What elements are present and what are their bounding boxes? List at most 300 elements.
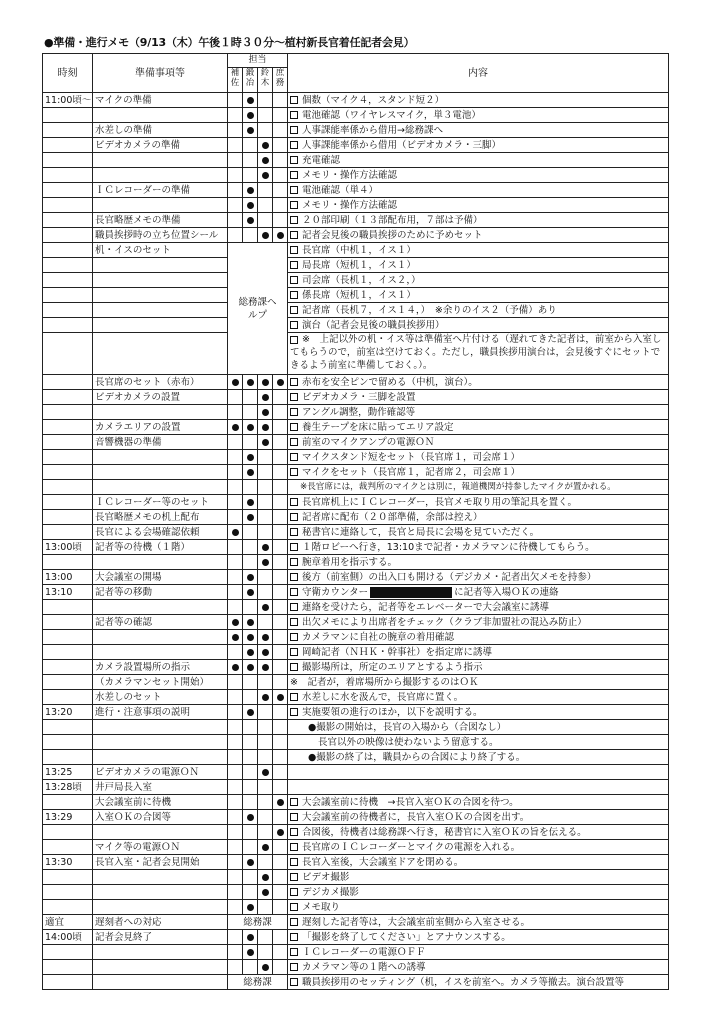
mark-cell: [273, 420, 288, 435]
time-cell: [43, 495, 93, 510]
content-cell: [288, 705, 669, 720]
checkbox-icon[interactable]: [290, 231, 298, 239]
table-row: [43, 465, 669, 480]
time-cell: [43, 600, 93, 615]
time-cell: [43, 885, 93, 900]
content-cell: [288, 450, 669, 465]
content-cell: [288, 660, 669, 675]
content-cell: [288, 780, 669, 795]
mark-cell: [258, 660, 273, 675]
mark-cell: [228, 525, 243, 540]
responsible-dot-icon: [247, 634, 254, 641]
mark-cell: [243, 420, 258, 435]
mark-cell: [228, 93, 243, 108]
mark-cell: [258, 435, 273, 450]
mark-cell: [228, 390, 243, 405]
content-cell: [288, 930, 669, 945]
checkbox-icon[interactable]: [290, 141, 298, 149]
table-row: [43, 333, 669, 375]
table-row: [43, 765, 669, 780]
checkbox-icon[interactable]: [290, 498, 298, 506]
mark-cell: [258, 900, 273, 915]
content-cell: [288, 810, 669, 825]
content-cell: [288, 123, 669, 138]
content-text: カメラマン等の１階への誘導: [302, 961, 426, 973]
content-cell: [288, 915, 669, 930]
responsible-dot-icon: [262, 844, 269, 851]
mark-cell: [228, 645, 243, 660]
mark-cell: [228, 660, 243, 675]
responsible-dot-icon: [247, 664, 254, 671]
task-cell: 大会議室前に待機: [93, 795, 228, 810]
mark-cell: [243, 675, 258, 690]
task-cell: 机・イスのセット: [93, 243, 228, 258]
table-row: [43, 585, 669, 600]
checkbox-icon[interactable]: [290, 423, 298, 431]
time-cell: 13:00: [43, 570, 93, 585]
responsible-dot-icon: [232, 634, 239, 641]
mark-cell: [258, 960, 273, 975]
mark-cell: [228, 780, 243, 795]
content-text: 実施要領の進行のほか，以下を説明する。: [302, 706, 483, 718]
task-cell: マイク等の電源ＯＮ: [93, 840, 228, 855]
table-row: [43, 570, 669, 585]
content-cell: [288, 405, 669, 420]
mark-cell: [228, 900, 243, 915]
content-text: ※ 上記以外の机・イス等は準備室へ片付ける（遅れてきた記者は，前室から入室してもらうので，前室は空けておく。ただし，職員挨拶用演台は，会見後すぐにセットできるよう前室に準備しておく。）。: [290, 334, 662, 371]
content-cell: [288, 303, 669, 318]
content-text: 養生テープを床に貼ってエリア設定: [302, 421, 454, 433]
note-text: ※長官席には，裁判所のマイクとは別に，報道機関が持参したマイクが置かれる。: [300, 482, 616, 492]
table-row: [43, 228, 669, 243]
mark-cell: [243, 600, 258, 615]
checkbox-icon[interactable]: [290, 708, 298, 716]
checkbox-icon[interactable]: [290, 126, 298, 134]
content-cell: [288, 525, 669, 540]
responsible-dot-icon: [262, 769, 269, 776]
checkbox-icon[interactable]: [290, 261, 298, 269]
mark-cell: [273, 855, 288, 870]
mark-cell: [228, 555, 243, 570]
mark-cell: [258, 198, 273, 213]
mark-cell: [273, 435, 288, 450]
checkbox-icon[interactable]: [290, 798, 298, 806]
content-cell: [288, 885, 669, 900]
checkbox-icon[interactable]: [290, 933, 298, 941]
content-text: 係長席（短机１，イス１）: [302, 289, 416, 301]
mark-cell: [243, 720, 258, 735]
mark-cell: [258, 570, 273, 585]
table-row: [43, 168, 669, 183]
table-row: [43, 825, 669, 840]
content-text: 演台（記者会見後の職員挨拶用）: [302, 319, 445, 331]
checkbox-icon[interactable]: [290, 408, 298, 416]
mark-cell: [273, 690, 288, 705]
mark-cell: [273, 198, 288, 213]
mark-cell: [243, 450, 258, 465]
task-cell: 長官による会場確認依頼: [93, 525, 228, 540]
checkbox-icon[interactable]: [290, 978, 298, 986]
mark-cell: [258, 705, 273, 720]
time-cell: [43, 525, 93, 540]
mark-cell: [228, 435, 243, 450]
checkbox-icon[interactable]: [290, 513, 298, 521]
responsible-dot-icon: [232, 529, 239, 536]
mark-cell: [243, 213, 258, 228]
content-text: ビデオ撮影: [302, 871, 350, 883]
responsible-dot-icon: [262, 889, 269, 896]
checkbox-icon[interactable]: [290, 438, 298, 446]
content-cell: [288, 750, 669, 765]
checkbox-icon[interactable]: [290, 528, 298, 536]
header-row-1: [43, 54, 669, 68]
mark-cell: [273, 585, 288, 600]
time-cell: 11:00頃～: [43, 93, 93, 108]
time-cell: [43, 960, 93, 975]
mark-cell: [258, 420, 273, 435]
checkbox-icon[interactable]: [290, 903, 298, 911]
content-text: 長官席（中机１，イス１）: [302, 244, 416, 256]
time-cell: 13:25: [43, 765, 93, 780]
task-cell: [93, 288, 228, 303]
mark-cell: [273, 615, 288, 630]
time-cell: [43, 333, 93, 375]
mark-cell: [258, 615, 273, 630]
content-text: 個数（マイク４，スタンド短２）: [302, 94, 445, 106]
responsible-dot-icon: [277, 232, 284, 239]
checkbox-icon[interactable]: [290, 321, 298, 329]
table-row: [43, 900, 669, 915]
responsible-dot-icon: [262, 664, 269, 671]
checkbox-icon[interactable]: [290, 276, 298, 284]
content-text: 後方（前室側）の出入口も開ける（デジカメ・記者出欠メモを持参）: [302, 571, 597, 583]
table-row: [43, 735, 669, 750]
checkbox-icon[interactable]: [290, 828, 298, 836]
time-cell: [43, 690, 93, 705]
mark-cell: [258, 540, 273, 555]
mark-cell: [273, 93, 288, 108]
mark-cell: [243, 390, 258, 405]
mark-cell: [258, 525, 273, 540]
mark-cell: [243, 870, 258, 885]
checkbox-icon[interactable]: [290, 156, 298, 164]
mark-cell: [273, 465, 288, 480]
mark-cell: [228, 840, 243, 855]
content-cell: [288, 720, 669, 735]
table-row: [43, 405, 669, 420]
task-cell: [93, 153, 228, 168]
responsible-dot-icon: [247, 112, 254, 119]
responsible-dot-icon: [232, 379, 239, 386]
mark-cell: [243, 510, 258, 525]
content-cell: [288, 420, 669, 435]
checkbox-icon[interactable]: [290, 453, 298, 461]
mark-cell: [258, 450, 273, 465]
responsible-dot-icon: [262, 409, 269, 416]
checkbox-icon[interactable]: [290, 186, 298, 194]
mark-cell: [243, 585, 258, 600]
responsible-dot-icon: [277, 379, 284, 386]
table-row: [43, 705, 669, 720]
responsible-dot-icon: [262, 874, 269, 881]
mark-cell: [273, 795, 288, 810]
time-cell: [43, 273, 93, 288]
content-cell: [288, 630, 669, 645]
time-cell: 13:30: [43, 855, 93, 870]
checkbox-icon[interactable]: [290, 378, 298, 386]
checkbox-icon[interactable]: [290, 633, 298, 641]
content-cell: [288, 153, 669, 168]
checkbox-icon[interactable]: [290, 858, 298, 866]
responsible-dot-icon: [247, 859, 254, 866]
responsible-dot-icon: [247, 499, 254, 506]
content-cell: [288, 960, 669, 975]
checkbox-icon[interactable]: [290, 468, 298, 476]
mark-cell: [243, 765, 258, 780]
content-text: メモ取り: [302, 901, 341, 913]
table-row: [43, 495, 669, 510]
table-row: [43, 93, 669, 108]
mark-cell: [243, 735, 258, 750]
checkbox-icon[interactable]: [290, 588, 298, 596]
responsible-dot-icon: [247, 904, 254, 911]
time-cell: 13:28頃: [43, 780, 93, 795]
table-row: [43, 750, 669, 765]
mark-cell: [243, 228, 258, 243]
content-cell: [288, 273, 669, 288]
task-cell: [93, 960, 228, 975]
content-cell: [288, 555, 669, 570]
mark-cell: [243, 540, 258, 555]
task-cell: ビデオカメラの設置: [93, 390, 228, 405]
content-cell: [288, 825, 669, 840]
task-cell: 大会議室の開場: [93, 570, 228, 585]
mark-cell: [243, 615, 258, 630]
checkbox-icon[interactable]: [290, 918, 298, 926]
task-cell: [93, 258, 228, 273]
table-row: [43, 885, 669, 900]
checkbox-icon[interactable]: [290, 948, 298, 956]
table-row: [43, 258, 669, 273]
task-cell: ＩＣレコーダー等のセット: [93, 495, 228, 510]
mark-cell: [273, 390, 288, 405]
time-cell: [43, 795, 93, 810]
content-text: ※ 記者が，着席場所から撮影するのはＯＫ: [290, 676, 479, 688]
content-text: 腕章着用を指示する。: [302, 556, 398, 568]
checkbox-icon[interactable]: [290, 963, 298, 971]
header-person: 鈴木: [258, 68, 273, 93]
mark-cell: [243, 495, 258, 510]
mark-cell: [273, 183, 288, 198]
table-row: [43, 138, 669, 153]
table-row: [43, 510, 669, 525]
checkbox-icon[interactable]: [290, 693, 298, 701]
mark-cell: [228, 720, 243, 735]
mark-cell: [273, 525, 288, 540]
checkbox-icon[interactable]: [290, 216, 298, 224]
responsible-dot-icon: [247, 379, 254, 386]
checkbox-icon[interactable]: [290, 246, 298, 254]
mark-cell: [243, 705, 258, 720]
content-cell: [288, 213, 669, 228]
checkbox-icon[interactable]: [290, 96, 298, 104]
mark-cell: [228, 168, 243, 183]
page-title: ●準備・進行メモ（9/13（木）午後１時３０分～植村新長官着任記者会見）: [44, 36, 415, 49]
mark-cell: [273, 153, 288, 168]
content-text: 電池確認（ワイヤレスマイク，単３電池）: [302, 109, 481, 121]
mark-cell: [228, 600, 243, 615]
table-row: [43, 123, 669, 138]
mark-cell: [228, 420, 243, 435]
content-cell: [288, 138, 669, 153]
content-text: に記者等入場ＯＫの連絡: [454, 586, 559, 598]
responsible-dot-icon: [262, 172, 269, 179]
time-cell: [43, 390, 93, 405]
mark-cell: [258, 480, 273, 495]
content-text: ビデオカメラ・三脚を設置: [302, 391, 416, 403]
mark-cell: [258, 138, 273, 153]
task-cell: [93, 735, 228, 750]
content-cell: [288, 333, 669, 375]
content-cell: [288, 510, 669, 525]
content-text: 長官入室後，大会議室ドアを閉める。: [302, 856, 464, 868]
responsible-dot-icon: [247, 469, 254, 476]
task-cell: 記者等の移動: [93, 585, 228, 600]
content-text: ●撮影の終了は，職員からの合図により終了する。: [308, 751, 526, 763]
time-cell: [43, 228, 93, 243]
mark-cell: [228, 228, 243, 243]
time-cell: [43, 258, 93, 273]
checkbox-icon[interactable]: [290, 663, 298, 671]
header-person: 庶務: [273, 68, 288, 93]
time-cell: [43, 735, 93, 750]
mark-cell: [258, 825, 273, 840]
mark-cell: [273, 810, 288, 825]
checkbox-icon[interactable]: [290, 558, 298, 566]
checkbox-icon[interactable]: [290, 306, 298, 314]
table-row: [43, 480, 669, 495]
mark-cell: [273, 570, 288, 585]
mark-cell: [258, 765, 273, 780]
task-cell: カメラエリアの設置: [93, 420, 228, 435]
checkbox-icon[interactable]: [290, 543, 298, 551]
mark-cell: [243, 630, 258, 645]
mark-cell: [243, 405, 258, 420]
mark-cell: [273, 495, 288, 510]
content-cell: [288, 108, 669, 123]
mark-cell: [258, 375, 273, 390]
content-text: 赤布を安全ピンで留める（中机，演台）。: [302, 376, 478, 388]
table-row: [43, 243, 669, 258]
content-text: 記者会見後の職員挨拶のために予めセット: [302, 229, 483, 241]
mark-cell: [243, 108, 258, 123]
content-cell: [288, 765, 669, 780]
checkbox-icon[interactable]: [290, 603, 298, 611]
content-text: 司会席（長机１，イス２，）: [302, 274, 421, 286]
checkbox-icon[interactable]: [290, 813, 298, 821]
mark-cell: [228, 123, 243, 138]
responsible-dot-icon: [262, 379, 269, 386]
checkbox-icon[interactable]: [290, 888, 298, 896]
checkbox-icon[interactable]: [290, 843, 298, 851]
mark-cell: [228, 108, 243, 123]
mark-cell: [258, 390, 273, 405]
mark-cell: [273, 540, 288, 555]
checkbox-icon[interactable]: [290, 648, 298, 656]
content-cell: [288, 243, 669, 258]
mark-cell: [258, 840, 273, 855]
content-cell: [288, 390, 669, 405]
mark-cell: [258, 930, 273, 945]
responsible-dot-icon: [277, 694, 284, 701]
time-cell: [43, 183, 93, 198]
header-time: 時刻: [43, 54, 93, 93]
content-text: 人事課能率係から借用→総務課へ: [302, 124, 443, 136]
content-cell: [288, 480, 669, 495]
checkbox-icon[interactable]: [290, 171, 298, 179]
somuka-help-cell: 総務課ヘルプ: [228, 243, 288, 375]
time-cell: [43, 825, 93, 840]
time-cell: [43, 870, 93, 885]
checkbox-icon[interactable]: [290, 336, 298, 344]
content-text: 職員挨拶用のセッティング（机，イスを前室へ。カメラ等撤去。演台設置等: [302, 976, 624, 988]
checkbox-icon[interactable]: [290, 393, 298, 401]
time-cell: [43, 153, 93, 168]
checkbox-icon[interactable]: [290, 618, 298, 626]
mark-cell: [243, 840, 258, 855]
mark-cell: [258, 885, 273, 900]
task-cell: [93, 465, 228, 480]
mark-cell: [273, 228, 288, 243]
table-row: [43, 318, 669, 333]
content-text: カメラマンに自社の腕章の着用確認: [302, 631, 455, 643]
task-cell: [93, 168, 228, 183]
time-cell: [43, 450, 93, 465]
mark-cell: [273, 375, 288, 390]
responsible-dot-icon: [262, 157, 269, 164]
mark-cell: [243, 810, 258, 825]
content-cell: [288, 645, 669, 660]
mark-cell: [273, 675, 288, 690]
mark-cell: [243, 138, 258, 153]
checkbox-icon[interactable]: [290, 291, 298, 299]
time-cell: 13:20: [43, 705, 93, 720]
mark-cell: [273, 405, 288, 420]
responsible-dot-icon: [262, 559, 269, 566]
mark-cell: [258, 795, 273, 810]
mark-cell: [273, 825, 288, 840]
responsible-dot-icon: [247, 949, 254, 956]
content-cell: [288, 975, 669, 990]
checkbox-icon[interactable]: [290, 201, 298, 209]
mark-cell: [228, 465, 243, 480]
table-row: [43, 540, 669, 555]
responsible-dot-icon: [262, 544, 269, 551]
header-responsible: 担当: [228, 54, 288, 68]
mark-cell: [273, 450, 288, 465]
content-text: 水差しに水を汲んで，長官席に置く。: [302, 691, 464, 703]
table-row: [43, 930, 669, 945]
checkbox-icon[interactable]: [290, 573, 298, 581]
task-cell: [93, 645, 228, 660]
checkbox-icon[interactable]: [290, 873, 298, 881]
table-row: [43, 525, 669, 540]
table-row: [43, 960, 669, 975]
mark-cell: [228, 705, 243, 720]
responsible-dot-icon: [247, 619, 254, 626]
task-cell: [93, 945, 228, 960]
checkbox-icon[interactable]: [290, 111, 298, 119]
